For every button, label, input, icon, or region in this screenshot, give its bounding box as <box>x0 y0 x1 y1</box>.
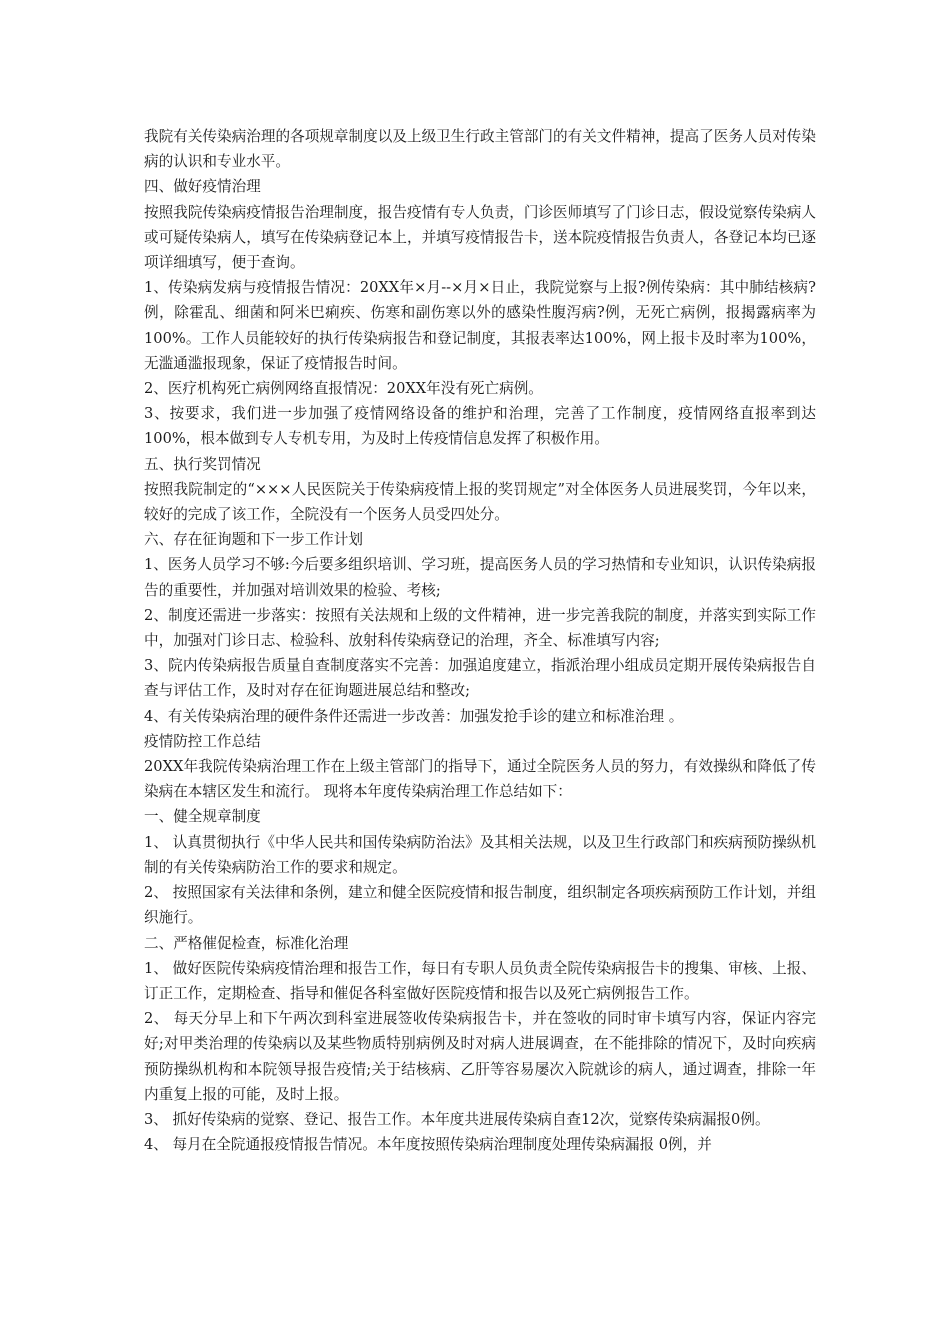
section-heading: 二、严格催促检查，标准化治理 <box>144 934 349 952</box>
paragraph: 4、有关传染病治理的硬件条件还需进一步改善：加强发抢手诊的建立和标准治理 。 <box>144 707 684 725</box>
paragraph: 3、院内传染病报告质量自查制度落实不完善：加强追度建立，指派治理小组成员定期开展传染病报告自查与评估工作，及时对存在征询题进展总结和整改; <box>144 657 816 700</box>
paragraph: 20XX年我院传染病治理工作在上级主管部门的指导下，通过全院医务人员的努力，有效操纵和降低了传染病在本辖区发生和流行。 现将本年度传染病治理工作总结如下： <box>144 758 816 801</box>
paragraph: 2、 按照国家有关法律和条例，建立和健全医院疫情和报告制度，组织制定各项疾病预防工作计划，并组织施行。 <box>144 884 816 927</box>
paragraph: 4、 每月在全院通报疫情报告情况。本年度按照传染病治理制度处理传染病漏报 0例，并 <box>144 1136 712 1154</box>
paragraph: 2、 每天分早上和下午两次到科室进展签收传染病报告卡，并在签收的同时审卡填写内容，保证内容完好;对甲类治理的传染病以及某些物质特别病例及时对病人进展调查，在不能排除的情况下，及时向疾病预防操纵机构和本院领导报告疫情;关于结核病、乙肝等容易屡次入院就诊的病人，通过调查，排除一年内重复上报的可能，及时上报。 <box>144 1010 816 1103</box>
paragraph: 按照我院制定的“×××人民医院关于传染病疫情上报的奖罚规定”对全体医务人员进展奖罚，今年以来，较好的完成了该工作，全院没有一个医务人员受四处分。 <box>144 480 816 524</box>
document-body <box>144 124 816 1157</box>
document-title: 疫情防控工作总结 <box>144 732 261 750</box>
section-heading: 一、健全规章制度 <box>144 808 261 826</box>
section-heading: 五、执行奖罚情况 <box>144 455 261 473</box>
paragraph: 1、医务人员学习不够:今后要多组织培训、学习班，提高医务人员的学习热情和专业知识，认识传染病报告的重要性，并加强对培训效果的检验、考核; <box>144 556 816 599</box>
paragraph: 1、 认真贯彻执行《中华人民共和国传染病防治法》及其相关法规，以及卫生行政部门和疾病预防操纵机制的有关传染病防治工作的要求和规定。 <box>144 833 816 876</box>
paragraph: 1、 做好医院传染病疫情治理和报告工作，每日有专职人员负责全院传染病报告卡的搜集、审核、上报、订正工作，定期检查、指导和催促各科室做好医院疫情和报告以及死亡病例报告工作。 <box>144 959 816 1002</box>
paragraph: 1、传染病发病与疫情报告情况：20XX年×月--×月×日止，我院觉察与上报?例传染病：其中肺结核病?例，除霍乱、细菌和阿米巴痢疾、伤寒和副伤寒以外的感染性腹泻病?例，无死亡病例，报揭露病率为100%。工作人员能较好的执行传染病报告和登记制度，其报表率达100%，网上报卡及时率为100%，无滥通滥报现象，保证了疫情报告时间。 <box>144 279 816 372</box>
section-heading: 六、存在征询题和下一步工作计划 <box>144 531 363 549</box>
paragraph: 我院有关传染病治理的各项规章制度以及上级卫生行政主管部门的有关文件精神，提高了医务人员对传染病的认识和专业水平。 <box>144 128 816 171</box>
paragraph: 按照我院传染病疫情报告治理制度，报告疫情有专人负责，门诊医师填写了门诊日志，假设觉察传染病人或可疑传染病人，填写在传染病登记本上，并填写疫情报告卡，送本院疫情报告负责人，各登记本均已逐项详细填写，便于查询。 <box>144 203 816 272</box>
section-heading: 四、做好疫情治理 <box>144 178 261 196</box>
paragraph: 2、医疗机构死亡病例网络直报情况：20XX年没有死亡病例。 <box>144 380 543 398</box>
paragraph: 3、 抓好传染病的觉察、登记、报告工作。本年度共进展传染病自查12次，觉察传染病漏报0例。 <box>144 1110 770 1128</box>
paragraph: 2、制度还需进一步落实：按照有关法规和上级的文件精神，进一步完善我院的制度，并落实到实际工作中，加强对门诊日志、检验科、放射科传染病登记的治理，齐全、标准填写内容; <box>144 606 816 650</box>
paragraph: 3、按要求，我们进一步加强了疫情网络设备的维护和治理，完善了工作制度，疫情网络直报率到达100%，根本做到专人专机专用，为及时上传疫情信息发挥了积极作用。 <box>144 405 816 448</box>
